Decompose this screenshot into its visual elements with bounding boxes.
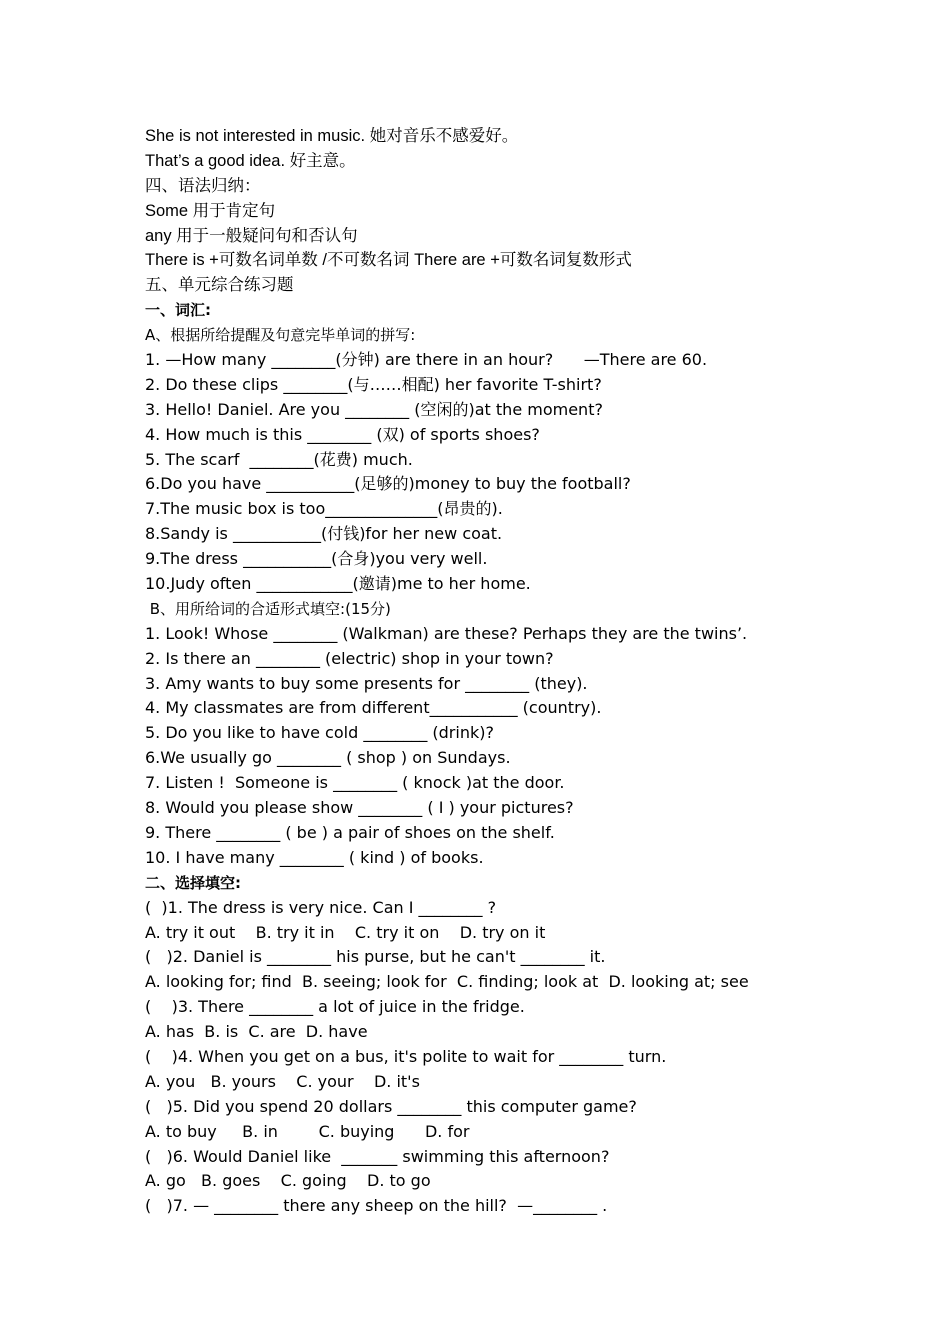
exercise-item: 1. Look! Whose ________ (Walkman) are these? Perhaps they are the twins’.	[145, 623, 748, 643]
document-body	[145, 124, 845, 1219]
exercise-item: 4. My classmates are from different___________ (country).	[145, 698, 602, 718]
exercise-item: 7. Listen ! Someone is ________ ( knock )at the door.	[145, 773, 565, 793]
question-line: ( )2. Daniel is ________ his purse, but he can't ________ it.	[145, 947, 606, 967]
text-line: She is not interested in music. 她对音乐不感爱好。	[145, 127, 519, 145]
exercise-item: 1. —How many ________(分钟) are there in an hour? —There are 60.	[145, 350, 708, 370]
exercise-item: 6.Do you have ___________(足够的)money to buy the football?	[145, 474, 631, 494]
answer-options: A. looking for; find B. seeing; look for C. finding; look at D. looking at; see	[145, 972, 749, 992]
exercise-item: 5. The scarf ________(花费) much.	[145, 449, 413, 469]
question-line: ( )4. When you get on a bus, it's polite to wait for ________ turn.	[145, 1046, 667, 1066]
exercise-item: 6.We usually go ________ ( shop ) on Sundays.	[145, 748, 511, 768]
instruction-line: B、用所给词的合适形式填空:(15分)	[145, 599, 391, 618]
exercise-item: 3. Hello! Daniel. Are you ________ (空闲的)at the moment?	[145, 399, 603, 419]
exercise-item: 5. Do you like to have cold ________ (drink)?	[145, 723, 494, 743]
exercise-item: 7.The music box is too______________(昂贵的).	[145, 499, 503, 519]
exercise-item: 4. How much is this ________ (双) of sports shoes?	[145, 424, 540, 444]
answer-options: A. you B. yours C. your D. it's	[145, 1071, 420, 1091]
exercise-item: 10. I have many ________ ( kind ) of books.	[145, 847, 484, 867]
question-line: ( )1. The dress is very nice. Can I ________ ?	[145, 897, 497, 917]
exercise-item: 9. There ________ ( be ) a pair of shoes on the shelf.	[145, 822, 555, 842]
section-heading: 二、选择填空:	[145, 873, 241, 892]
section-heading: 四、语法归纳：	[145, 176, 261, 195]
text-line: That’s a good idea. 好主意。	[145, 151, 356, 170]
question-line: ( )6. Would Daniel like _______ swimming this afternoon?	[145, 1146, 610, 1166]
text-line: Some 用于肯定句	[145, 201, 276, 220]
exercise-item: 2. Is there an ________ (electric) shop in your town?	[145, 648, 554, 668]
question-line: ( )5. Did you spend 20 dollars ________ this computer game?	[145, 1096, 637, 1116]
exercise-item: 9.The dress ___________(合身)you very well.	[145, 549, 488, 569]
exercise-item: 8. Would you please show ________ ( I ) your pictures?	[145, 798, 574, 818]
question-line: ( )3. There ________ a lot of juice in the fridge.	[145, 997, 525, 1017]
answer-options: A. try it out B. try it in C. try it on D. try on it	[145, 922, 546, 942]
exercise-item: 3. Amy wants to buy some presents for ________ (they).	[145, 673, 588, 693]
exercise-item: 10.Judy often ____________(邀请)me to her home.	[145, 574, 531, 594]
text-line: any 用于一般疑问句和否认句	[145, 226, 358, 245]
section-heading: 五、单元综合练习题	[145, 276, 294, 295]
answer-options: A. go B. goes C. going D. to go	[145, 1171, 431, 1191]
exercise-item: 8.Sandy is ___________(付钱)for her new coat.	[145, 524, 503, 544]
instruction-line: A、根据所给提醒及句意完毕单词的拼写:	[145, 326, 416, 345]
question-line: ( )7. — ________ there any sheep on the hill? —________ .	[145, 1196, 608, 1216]
exercise-item: 2. Do these clips ________(与……相配) her favorite T-shirt?	[145, 374, 602, 394]
section-heading: 一、词汇:	[145, 301, 211, 320]
answer-options: A. has B. is C. are D. have	[145, 1022, 368, 1042]
answer-options: A. to buy B. in C. buying D. for	[145, 1121, 470, 1141]
text-line: There is +可数名词单数 /不可数名词 There are +可数名词复数形式	[145, 251, 632, 270]
